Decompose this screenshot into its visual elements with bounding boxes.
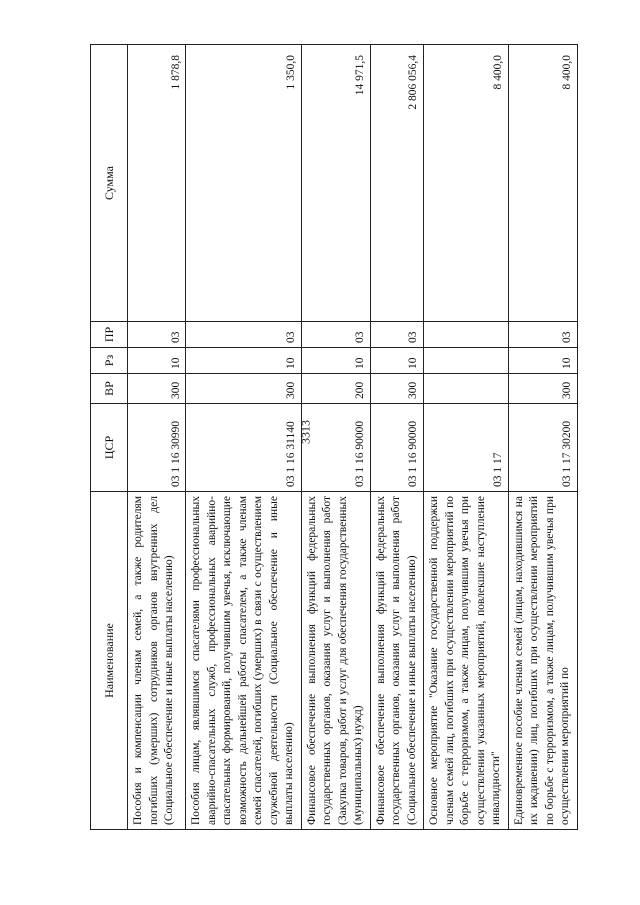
row-csr: 03 1 16 90000 (370, 404, 424, 492)
row-name: Единовременное пособие членам семей (лицам, находившимся на их иждивении) лиц, погибших при осуществлении мероприятий по борьбе с терроризмом, а также лицам, получившим увечья при осуществлении мероприятий по (508, 492, 577, 830)
row-pr (424, 322, 509, 348)
row-rz: 10 (128, 348, 186, 374)
page-number: 3313 (298, 420, 313, 444)
table-row (301, 45, 370, 830)
row-sum: 2 806 056,4 (370, 45, 424, 322)
row-name: Финансовое обеспечение выполнения функций федеральных государственных органов, оказания услуг и выполнения работ (Закупка товаров, работ и услуг для обеспечения государственных (муниципальных) нужд) (301, 492, 370, 830)
header-rz: Рз (91, 348, 128, 374)
row-csr: 03 1 16 90000 (301, 404, 370, 492)
row-pr: 03 (370, 322, 424, 348)
row-name: Пособия лицам, являвшимся спасателями профессиональных аварийно-спасательных служб, профессиональных аварийно-спасательных формирований, получившим увечья, исключающие возможность дальнейшей работы спасателем, а также членам семей спасателей, погибших (умерших) в связи с осуществлением служебной деятельности (Социальное обеспечение и иные выплаты населению) (186, 492, 302, 830)
row-csr: 03 1 17 (424, 404, 509, 492)
table-header-row (91, 45, 128, 830)
row-csr: 03 1 16 31140 (186, 404, 302, 492)
table-row (370, 45, 424, 830)
row-vr: 300 (186, 374, 302, 404)
row-rz (424, 348, 509, 374)
row-sum: 1 350,0 (186, 45, 302, 322)
rotated-budget-table-container (90, 45, 595, 830)
row-name: Пособия и компенсации членам семей, а также родителям погибших (умерших) сотрудников органов внутренних дел (Социальное обеспечение и иные выплаты населению) (128, 492, 186, 830)
row-rz: 10 (508, 348, 577, 374)
row-vr (424, 374, 509, 404)
header-csr: ЦСР (91, 404, 128, 492)
row-vr: 300 (128, 374, 186, 404)
row-sum: 1 878,8 (128, 45, 186, 322)
row-rz: 10 (186, 348, 302, 374)
row-name: Финансовое обеспечение выполнения функций федеральных государственных органов, оказания услуг и выполнения работ (Социальное обеспечение и иные выплаты населению) (370, 492, 424, 830)
row-vr: 300 (508, 374, 577, 404)
table-row (424, 45, 509, 830)
table-row (128, 45, 186, 830)
row-name: Основное мероприятие "Оказание государственной поддержки членам семей лиц, погибших при осуществлении мероприятий по борьбе с терроризмом, а также лицам, получившим увечья при осуществлении указанных мероприятий, повлекшие наступление инвалидности" (424, 492, 509, 830)
row-csr: 03 1 16 30990 (128, 404, 186, 492)
row-vr: 200 (301, 374, 370, 404)
header-sum: Сумма (91, 45, 128, 322)
row-pr: 03 (301, 322, 370, 348)
row-csr: 03 1 17 30200 (508, 404, 577, 492)
row-sum: 8 400,0 (424, 45, 509, 322)
row-pr: 03 (508, 322, 577, 348)
row-rz: 10 (301, 348, 370, 374)
row-pr: 03 (128, 322, 186, 348)
header-name: Наименование (91, 492, 128, 830)
table-row (186, 45, 302, 830)
row-sum: 8 400,0 (508, 45, 577, 322)
row-rz: 10 (370, 348, 424, 374)
header-pr: ПР (91, 322, 128, 348)
header-vr: ВР (91, 374, 128, 404)
row-vr: 300 (370, 374, 424, 404)
table-row (508, 45, 577, 830)
row-pr: 03 (186, 322, 302, 348)
budget-table (90, 44, 578, 830)
row-sum: 14 971,5 (301, 45, 370, 322)
